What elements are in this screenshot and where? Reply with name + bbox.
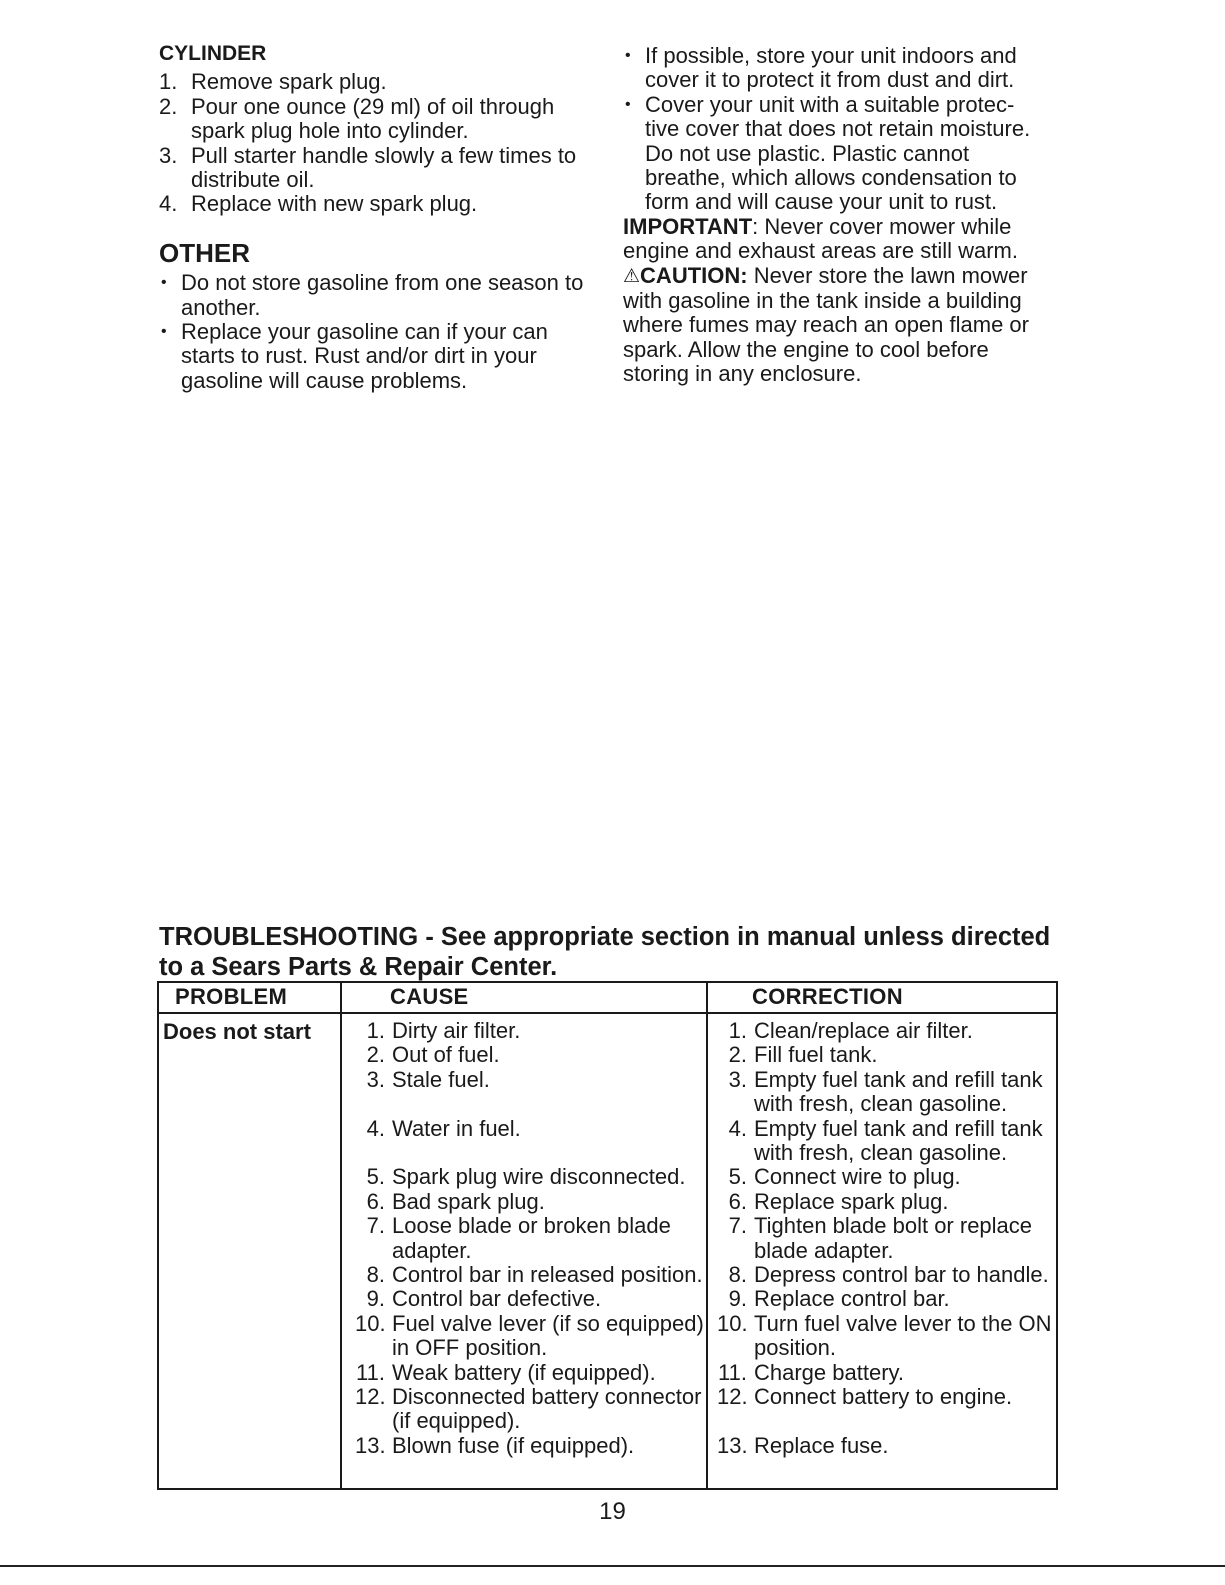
correction-item — [717, 1068, 1059, 1117]
step-number: 3. — [159, 142, 178, 168]
cause-number: 12. — [355, 1384, 386, 1410]
cause-text: Dirty air filter. — [392, 1018, 521, 1043]
correction-number: 8. — [728, 1262, 747, 1288]
cause-number: 9. — [366, 1286, 385, 1312]
step-text: Replace with new spark plug. — [191, 191, 478, 217]
cause-text: Out of fuel. — [392, 1042, 500, 1068]
correction-text: Turn fuel valve lever to the ON position. — [754, 1310, 1052, 1361]
warning-triangle-icon: ⚠ — [623, 265, 641, 287]
cause-number: 8. — [366, 1262, 385, 1288]
correction-item — [717, 1019, 1059, 1043]
cause-item — [355, 1117, 705, 1141]
list-item — [159, 192, 599, 216]
correction-number: 13. — [717, 1432, 748, 1458]
cause-number: 5. — [366, 1164, 385, 1190]
correction-text: Fill fuel tank. — [754, 1042, 878, 1068]
correction-number: 2. — [728, 1042, 747, 1068]
correction-item — [717, 1214, 1059, 1263]
list-item — [159, 70, 599, 94]
cause-number: 1. — [366, 1018, 385, 1043]
cause-item — [355, 1043, 705, 1067]
correction-number: 3. — [728, 1066, 747, 1092]
correction-number: 9. — [728, 1286, 747, 1312]
troubleshooting-table — [157, 981, 1058, 1490]
troubleshooting-title: TROUBLESHOOTING - See appropriate section in manual unless directed to a Sears Parts & Repair Center. — [159, 923, 1051, 981]
header-cause: CAUSE — [390, 984, 469, 1009]
list-item — [159, 95, 599, 144]
step-number: 1. — [159, 69, 178, 95]
correction-text: Charge battery. — [754, 1359, 905, 1385]
bottom-rule — [0, 1565, 1225, 1567]
cause-text: Spark plug wire disconnected. — [392, 1164, 686, 1190]
header-correction: CORRECTION — [752, 984, 903, 1009]
correction-number: 10. — [717, 1310, 748, 1336]
correction-text: Tighten blade bolt or replace blade adapter. — [754, 1213, 1033, 1263]
list-item: • Do not store gasoline from one season to another. — [159, 271, 599, 320]
column-divider — [340, 983, 342, 1488]
step-number: 4. — [159, 191, 178, 217]
correction-item — [717, 1385, 1059, 1409]
correction-item — [717, 1361, 1059, 1385]
storage-bullets — [623, 44, 1053, 215]
step-number: 2. — [159, 93, 178, 119]
correction-item — [717, 1287, 1059, 1311]
caution-text: Never store the lawn mower with gasoline in the tank inside a building where fumes may reach an open flame or spark. Allow the engine to cool before storing in any enclosure. — [623, 262, 1029, 387]
correction-text: Empty fuel tank and refill tank with fresh, clean gasoline. — [754, 1066, 1043, 1117]
correction-text: Empty fuel tank and refill tank with fresh, clean gasoline. — [754, 1115, 1043, 1166]
cause-list — [355, 1019, 705, 1458]
cause-item — [355, 1263, 705, 1287]
cause-number: 3. — [366, 1066, 385, 1092]
important-note — [623, 215, 1053, 264]
cause-number: 6. — [366, 1188, 385, 1214]
step-text: Pull starter handle slowly a few times to distribute oil. — [191, 142, 577, 193]
correction-number: 4. — [728, 1115, 747, 1141]
column-divider — [706, 983, 708, 1488]
cause-text: Control bar in released position. — [392, 1262, 703, 1288]
correction-text: Replace control bar. — [754, 1286, 950, 1312]
correction-text: Connect battery to engine. — [754, 1384, 1013, 1410]
cause-item — [355, 1361, 705, 1385]
correction-text: Replace spark plug. — [754, 1188, 949, 1214]
cause-item — [355, 1385, 705, 1434]
cause-number: 2. — [366, 1042, 385, 1068]
important-label: IMPORTANT — [623, 213, 753, 239]
spacer — [355, 1092, 705, 1116]
caution-label: CAUTION: — [640, 262, 748, 288]
spacer — [717, 1410, 1059, 1434]
caution-note — [623, 264, 1053, 387]
cause-item — [355, 1019, 705, 1043]
cause-text: Control bar defective. — [392, 1286, 602, 1312]
important-text: : Never cover mower while engine and exhaust areas are still warm. — [623, 213, 1018, 264]
correction-list — [717, 1019, 1059, 1458]
cause-text: Stale fuel. — [392, 1066, 490, 1092]
cause-number: 4. — [366, 1115, 385, 1141]
correction-item — [717, 1165, 1059, 1189]
correction-item — [717, 1312, 1059, 1361]
cylinder-heading: CYLINDER — [159, 42, 267, 65]
other-bullets — [159, 271, 599, 393]
cause-item — [355, 1287, 705, 1311]
correction-item — [717, 1117, 1059, 1166]
cause-item — [355, 1165, 705, 1189]
cause-number: 11. — [356, 1359, 385, 1385]
correction-item — [717, 1190, 1059, 1214]
cause-item — [355, 1068, 705, 1092]
cause-number: 13. — [355, 1432, 386, 1458]
list-item — [159, 144, 599, 193]
correction-text: Connect wire to plug. — [754, 1164, 961, 1190]
cause-text: Water in fuel. — [392, 1115, 521, 1141]
cause-text: Weak battery (if equipped). — [392, 1359, 656, 1385]
correction-text: Depress control bar to handle. — [754, 1262, 1049, 1288]
correction-item — [717, 1043, 1059, 1067]
cause-text: Blown fuse (if equipped). — [392, 1432, 635, 1458]
cause-number: 7. — [366, 1213, 385, 1239]
header-divider — [159, 1012, 1056, 1014]
correction-number: 1. — [728, 1018, 747, 1043]
step-text: Remove spark plug. — [191, 69, 387, 95]
right-column — [623, 44, 1053, 387]
cause-item — [355, 1190, 705, 1214]
list-item: • If possible, store your unit indoors and cover it to protect it from dust and dirt. — [623, 44, 1053, 93]
cause-number: 10. — [355, 1310, 386, 1336]
correction-text: Replace fuse. — [754, 1432, 889, 1458]
spacer — [355, 1141, 705, 1165]
correction-number: 6. — [728, 1188, 747, 1214]
correction-number: 7. — [728, 1213, 747, 1239]
left-column — [159, 42, 599, 393]
header-problem: PROBLEM — [175, 984, 288, 1009]
cause-item — [355, 1312, 705, 1361]
cause-item — [355, 1214, 705, 1263]
correction-item — [717, 1263, 1059, 1287]
correction-number: 5. — [728, 1164, 747, 1190]
problem-cell: Does not start — [163, 1019, 311, 1044]
other-heading: OTHER — [159, 237, 250, 268]
cause-item — [355, 1434, 705, 1458]
step-text: Pour one ounce (29 ml) of oil through spark plug hole into cylinder. — [191, 93, 555, 144]
cylinder-steps — [159, 70, 599, 216]
list-item: • Replace your gasoline can if your can starts to rust. Rust and/or dirt in your gasoline will cause problems. — [159, 320, 599, 393]
cause-text: Loose blade or broken blade adapter. — [392, 1213, 671, 1263]
list-item: • Cover your unit with a suitable protec- tive cover that does not retain moisture. Do not use plastic. Plastic cannot breathe, which allows condensation to form and will cause your unit to rust. — [623, 93, 1053, 215]
page-number: 19 — [599, 1498, 626, 1525]
cause-text: Bad spark plug. — [392, 1188, 545, 1214]
cause-text: Fuel valve lever (if so equipped) in OFF position. — [392, 1310, 704, 1361]
correction-number: 11. — [718, 1359, 747, 1385]
correction-text: Clean/replace air filter. — [754, 1018, 973, 1043]
correction-item — [717, 1434, 1059, 1458]
cause-text: Disconnected battery connector (if equipped). — [392, 1384, 702, 1434]
correction-number: 12. — [717, 1384, 748, 1410]
